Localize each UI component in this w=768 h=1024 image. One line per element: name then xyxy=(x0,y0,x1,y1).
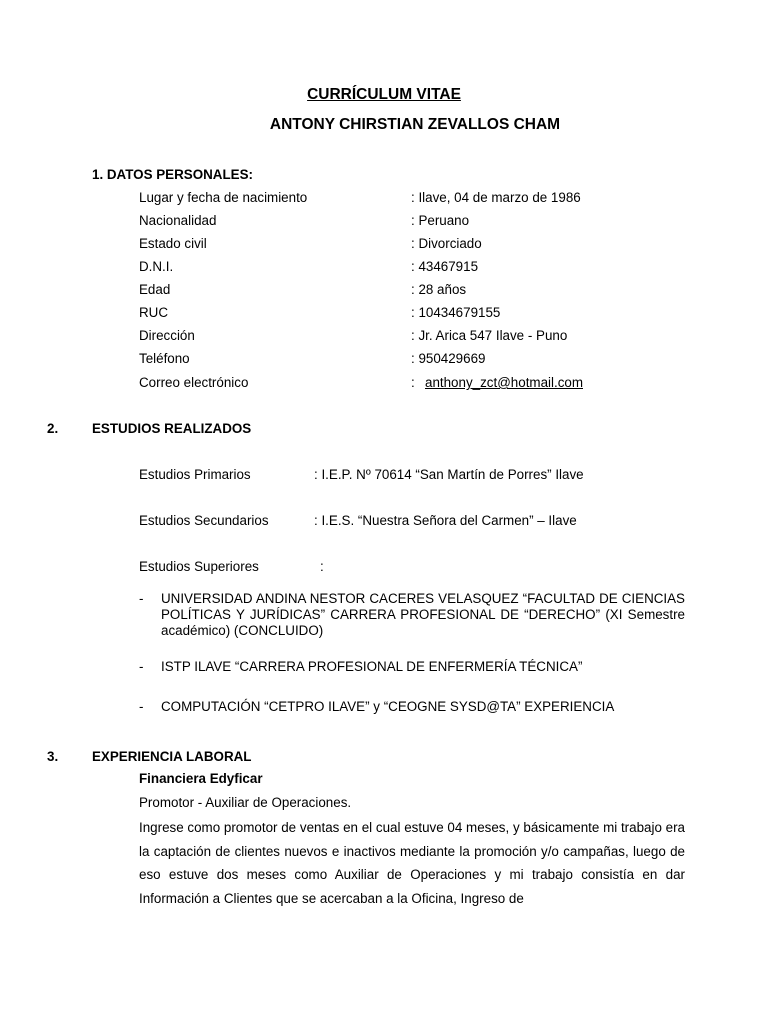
list-item-university: UNIVERSIDAD ANDINA NESTOR CACERES VELASQUEZ “FACULTAD DE CIENCIAS POLÍTICAS Y JURÍDICAS” CARRERA PROFESIONAL DE “DERECHO” (XI Semestre académico) (CONCLUIDO) xyxy=(161,591,685,638)
label-nationality: Nacionalidad xyxy=(139,213,217,228)
label-secondary-studies: Estudios Secundarios xyxy=(139,513,269,528)
label-address: Dirección xyxy=(139,328,195,343)
value-age: : 28 años xyxy=(411,282,467,297)
label-higher-studies: Estudios Superiores xyxy=(139,559,259,574)
bullet-dash: - xyxy=(139,699,144,714)
bullet-dash: - xyxy=(139,591,144,606)
job-description: Ingrese como promotor de ventas en el cual estuve 04 meses, y básicamente mi trabajo era la captación de clientes nuevos e inactivos mediante la promoción y/o campañas, luego de eso estuve dos meses como Auxiliar de Operaciones y mi trabajo consistía en dar Información a Clientes que se acercaban a la Oficina, Ingreso de xyxy=(139,820,685,906)
value-dni: : 43467915 xyxy=(411,259,479,274)
label-phone: Teléfono xyxy=(139,351,190,366)
bullet-dash: - xyxy=(139,659,144,674)
value-higher-studies: : xyxy=(320,559,324,574)
cv-title: CURRÍCULUM VITAE xyxy=(307,86,461,103)
value-email-prefix: : xyxy=(411,375,415,390)
label-birth: Lugar y fecha de nacimiento xyxy=(139,190,308,205)
list-item-istp: ISTP ILAVE “CARRERA PROFESIONAL DE ENFERMERÍA TÉCNICA” xyxy=(161,659,583,674)
job-role: Promotor - Auxiliar de Operaciones. xyxy=(139,795,352,810)
label-email: Correo electrónico xyxy=(139,375,249,390)
section-2-number: 2. xyxy=(47,421,59,436)
section-3-heading: EXPERIENCIA LABORAL xyxy=(92,749,252,764)
label-primary-studies: Estudios Primarios xyxy=(139,467,251,482)
value-ruc: : 10434679155 xyxy=(411,305,501,320)
label-ruc: RUC xyxy=(139,305,169,320)
label-civil-status: Estado civil xyxy=(139,236,207,251)
list-item-computacion: COMPUTACIÓN “CETPRO ILAVE” y “CEOGNE SYSD@TA” EXPERIENCIA xyxy=(161,699,615,714)
company-name: Financiera Edyficar xyxy=(139,771,263,786)
value-primary-studies: : I.E.P. Nº 70614 “San Martín de Porres” Ilave xyxy=(314,467,584,482)
value-civil-status: : Divorciado xyxy=(411,236,482,251)
value-address: : Jr. Arica 547 Ilave - Puno xyxy=(411,328,568,343)
label-age: Edad xyxy=(139,282,171,297)
value-phone: : 950429669 xyxy=(411,351,486,366)
label-dni: D.N.I. xyxy=(139,259,174,274)
section-3-number: 3. xyxy=(47,749,59,764)
section-2-heading: ESTUDIOS REALIZADOS xyxy=(92,421,252,436)
cv-name: ANTONY CHIRSTIAN ZEVALLOS CHAM xyxy=(269,116,561,133)
value-secondary-studies: : I.E.S. “Nuestra Señora del Carmen” – Ilave xyxy=(314,513,577,528)
value-nationality: : Peruano xyxy=(411,213,470,228)
value-birth: : Ilave, 04 de marzo de 1986 xyxy=(411,190,581,205)
section-1-heading: 1. DATOS PERSONALES: xyxy=(92,167,253,182)
email-link[interactable]: anthony_zct@hotmail.com xyxy=(425,375,583,390)
